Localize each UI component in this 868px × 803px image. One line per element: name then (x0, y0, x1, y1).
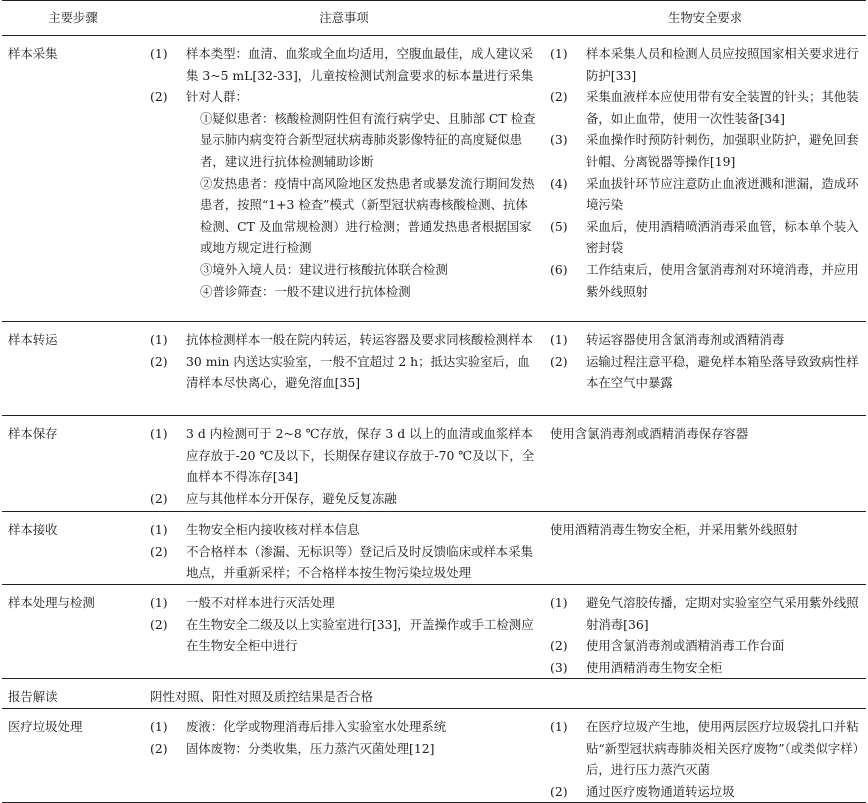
table-row (2, 416, 866, 512)
list-item: (4) 采血拔针环节应注意防止血液迸溅和泄漏，造成环境污染 (550, 175, 859, 213)
list-item: (2) 针对人群： ①疑似患者：核酸检测阴性但有流行病学史、且肺部 CT 检查显示肺内病变符合新型冠状病毒肺炎影像特征的高度疑似患者，建议进行抗体检测辅助诊断 ②发热患者：疫情中高风险地区发热患者或暴发流行期间发热患者，按照“1+3 检查”模式（新型冠状病毒核酸检测、抗体检测、CT 及血常规检测）进行检测；普通发热患者根据国家或地方规定进行检测 ③境外入境人员：建议进行核酸抗体联合检测 ④普诊筛查：一般不建议进行抗体检测 (150, 86, 540, 302)
list-item: (2) 固体废物：分类收集，压力蒸汽灭菌处理[12] (150, 740, 435, 756)
step-cell: 样本采集 (2, 36, 144, 322)
target-groups (186, 108, 540, 302)
step-cell: 样本处理与检测 (2, 585, 144, 679)
step-cell: 样本接收 (2, 512, 144, 585)
list-item: (2) 通过医疗废物通道转运垃圾 (550, 783, 735, 799)
header-step: 主要步骤 (2, 1, 144, 36)
list-item: (6) 工作结束后，使用含氯消毒剂对环境消毒，并应用紫外线照射 (550, 261, 859, 299)
table-row (2, 585, 866, 679)
list-item: (1) 一般不对样本进行灭活处理 (150, 595, 335, 610)
bio-cell (544, 679, 866, 709)
notes-cell (144, 585, 544, 679)
list-item: (2) 使用含氯消毒剂或酒精消毒工作台面 (550, 638, 785, 654)
list-item: (2) 应与其他样本分开保存，避免反复冻融 (150, 490, 397, 506)
list-item: (1) 样本类型：血清、血浆或全血均适用，空腹血最佳，成人建议采集 3~5 mL[32-33]，儿童按检测试剂盒要求的标本量进行采集 (150, 46, 534, 83)
list-item: (3) 采血操作时预防针刺伤，加强职业防护，避免回套针帽、分离锐器等操作[19] (550, 132, 859, 169)
list-item: ②发热患者：疫情中高风险地区发热患者或暴发流行期间发热患者，按照“1+3 检查”模式（新型冠状病毒核酸检测、抗体检测、CT 及血常规检测）进行检测；普通发热患者根据国家或地方规定进行检测 (200, 175, 535, 256)
list-item: 阴性对照、阳性对照及质控结果是否合格 (150, 689, 374, 705)
list-item: (1) 废液：化学或物理消毒后排入实验室水处理系统 (150, 718, 447, 734)
table-header-row (2, 1, 866, 36)
notes-cell (144, 679, 544, 709)
list-item: (1) 在医疗垃圾产生地，使用两层医疗垃圾袋扎口并粘贴“新型冠状病毒肺炎相关医疗废物”（或类似字样）后，进行压力蒸汽灭菌 (550, 718, 859, 778)
step-cell: 报告解读 (2, 679, 144, 709)
notes-cell (144, 416, 544, 512)
list-item: (2) 运输过程注意平稳，避免样本箱坠落导致致病性样本在空气中暴露 (550, 353, 859, 391)
bio-cell (544, 708, 866, 802)
list-item: (2) 在生物安全二级及以上实验室进行[33]，开盖操作或手工检测应在生物安全柜中进行 (150, 616, 534, 654)
list-item: (2) 不合格样本（渗漏、无标识等）登记后及时反馈临床或样本采集地点，并重新采样；不合格样本按生物污染垃圾处理 (150, 543, 533, 581)
table-row (2, 679, 866, 709)
list-item: (5) 采血后，使用酒精喷洒消毒采血管，标本单个装入密封袋 (550, 218, 859, 256)
list-item: (1) 样本采集人员和检测人员应按照国家相关要求进行防护[33] (550, 46, 859, 83)
step-cell: 样本保存 (2, 416, 144, 512)
list-item: 使用酒精消毒生物安全柜，并采用紫外线照射 (550, 522, 798, 537)
bio-cell (544, 512, 866, 585)
notes-cell (144, 512, 544, 585)
bio-cell (544, 416, 866, 512)
table-row (2, 322, 866, 416)
list-item: (1) 3 d 内检测可于 2~8 ℃存放，保存 3 d 以上的血清或血浆样本应存放于-20 ℃及以下，长期保存建议存放于-70 ℃及以下，全血样本不得冻存[34] (150, 426, 535, 485)
bio-cell (544, 585, 866, 679)
safety-requirements-table (2, 0, 866, 803)
table-row (2, 36, 866, 322)
list-item: (3) 使用酒精消毒生物安全柜 (550, 659, 723, 675)
bio-cell (544, 322, 866, 416)
list-item: (1) 生物安全柜内接收核对样本信息 (150, 522, 360, 537)
header-notes: 注意事项 (144, 1, 544, 36)
list-item: 使用含氯消毒剂或酒精消毒保存容器 (550, 426, 749, 441)
notes-cell (144, 36, 544, 322)
list-item: (1) 转运容器使用含氯消毒剂或酒精消毒 (550, 332, 785, 347)
header-bio: 生物安全要求 (544, 1, 866, 36)
table-row (2, 708, 866, 802)
list-item: (2) 采集血液样本应使用带有安全装置的针头；其他装备，如止血带，使用一次性装备[34] (550, 89, 859, 126)
notes-cell (144, 708, 544, 802)
list-item: (2) 30 min 内送达实验室，一般不宜超过 2 h；抵达实验室后，血清样本尽快离心，避免溶血[35] (150, 353, 530, 391)
step-cell: 医疗垃圾处理 (2, 708, 144, 802)
list-item: ③境外入境人员：建议进行核酸抗体联合检测 (200, 261, 448, 277)
bio-cell (544, 36, 866, 322)
list-item: (1) 避免气溶胶传播，定期对实验室空气采用紫外线照射消毒[36] (550, 595, 859, 632)
table-row (2, 512, 866, 585)
notes-cell (144, 322, 544, 416)
list-item: (1) 抗体检测样本一般在院内转运，转运容器及要求同核酸检测样本 (150, 332, 533, 347)
list-item: ①疑似患者：核酸检测阴性但有流行病学史、且肺部 CT 检查显示肺内病变符合新型冠状病毒肺炎影像特征的高度疑似患者，建议进行抗体检测辅助诊断 (200, 110, 536, 169)
step-cell: 样本转运 (2, 322, 144, 416)
list-item: ④普诊筛查：一般不建议进行抗体检测 (200, 283, 411, 299)
